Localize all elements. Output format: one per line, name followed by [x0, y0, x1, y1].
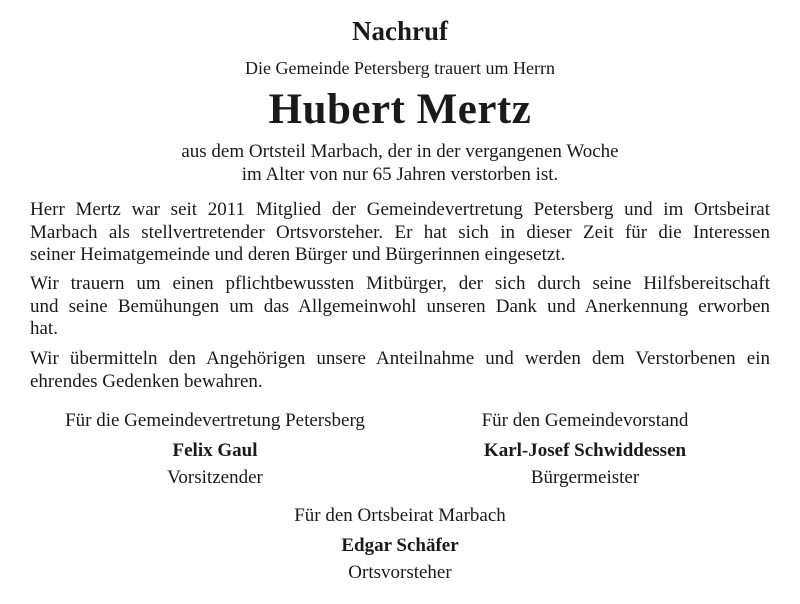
signature-role: Ortsvorsteher [348, 562, 452, 583]
signature-org: Für den Ortsbeirat Marbach [294, 505, 506, 526]
signature-role: Vorsitzender [167, 467, 263, 488]
signature-person: Edgar Schäfer [341, 535, 459, 556]
paragraph-line: ehrendes Gedenken bewahren. [30, 370, 263, 392]
paragraph-line: Marbach als stellvertretender Ortsvorsteher. Er hat sich in dieser Zeit für die Interessen [30, 221, 770, 243]
signature-person: Karl-Josef Schwiddessen [483, 440, 687, 461]
paragraph-line: seiner Heimatgemeinde und deren Bürger und Bürgerinnen eingesetzt. [30, 244, 566, 266]
paragraph-2 [30, 273, 770, 341]
notice-intro: Die Gemeinde Petersberg trauert um Herrn [244, 58, 556, 78]
signature-ortsbeirat [215, 504, 585, 585]
paragraph-1 [30, 199, 770, 267]
signature-gemeindevertretung [30, 409, 400, 490]
signature-person: Felix Gaul [172, 440, 258, 461]
deceased-name: Hubert Mertz [268, 86, 532, 133]
signature-org: Für den Gemeindevorstand [481, 410, 689, 431]
paragraph-line: Herr Mertz war seit 2011 Mitglied der Gemeindevertretung Petersberg und im Ortsbeirat [30, 199, 770, 220]
signature-org: Für die Gemeindevertretung Petersberg [65, 410, 365, 431]
signature-gemeindevorstand [400, 409, 770, 490]
notice-heading: Nachruf [352, 16, 448, 46]
paragraph-line: Wir trauern um einen pflichtbewussten Mitbürger, der sich durch seine Hilfsbereitschaft [30, 273, 770, 294]
paragraph-line: Wir übermitteln den Angehörigen unsere Anteilnahme und werden dem Verstorbenen ein [30, 348, 770, 369]
signature-role: Bürgermeister [530, 467, 640, 488]
paragraph-line: und seine Bemühungen um das Allgemeinwohl unseren Dank und Anerkennung erworben [30, 295, 770, 317]
notice-subline-1: aus dem Ortsteil Marbach, der in der vergangenen Woche [181, 141, 619, 162]
paragraph-3 [30, 348, 770, 393]
paragraph-line: hat. [30, 318, 58, 340]
notice-subline-2: im Alter von nur 65 Jahren verstorben ist. [241, 164, 559, 185]
